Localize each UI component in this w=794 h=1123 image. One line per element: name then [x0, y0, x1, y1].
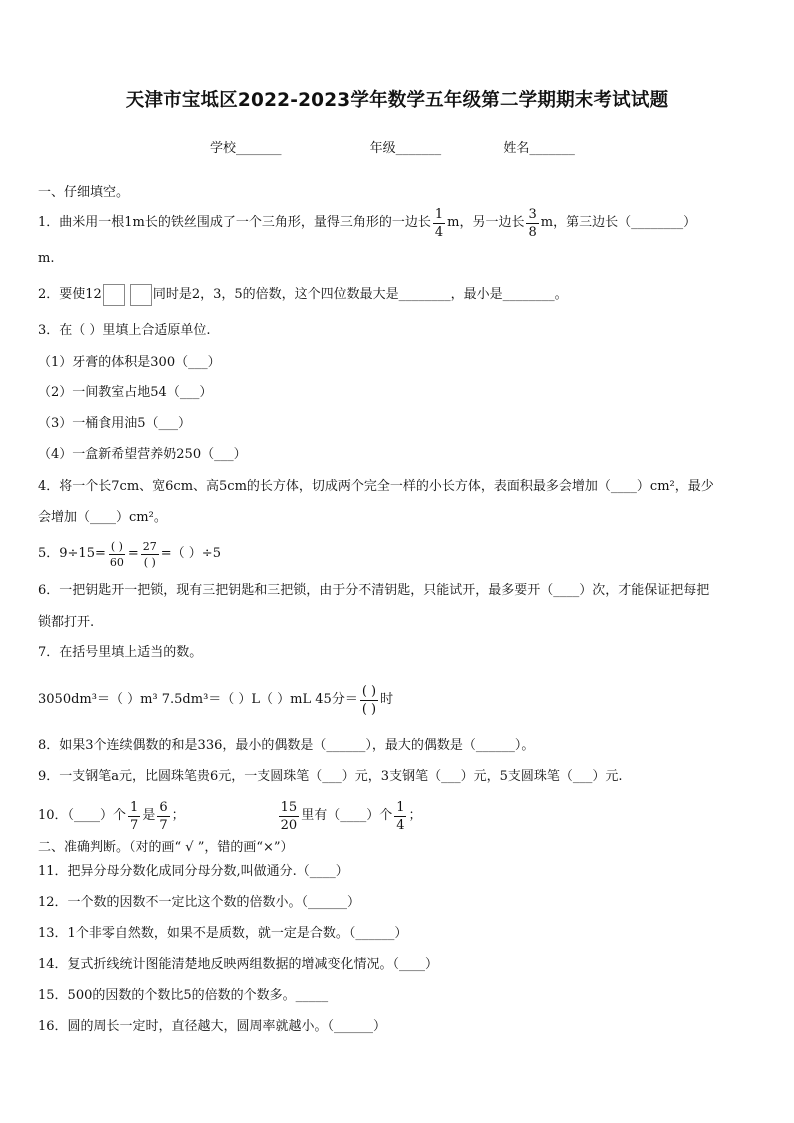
question-1: 1．曲米用一根1m长的铁丝围成了一个三角形，量得三角形的一边长 $\frac{1}{4}$ m，另一边长 $\frac{3}{8}$ m，第三边长（________） — [38, 206, 697, 240]
student-info — [210, 141, 575, 157]
question-3-1[interactable]: （1）牙膏的体积是300（___） — [38, 355, 221, 370]
question-3-2[interactable]: （2）一间教室占地54（___） — [38, 385, 213, 400]
question-3-3[interactable]: （3）一桶食用油5（___） — [38, 416, 192, 431]
fraction: $\frac{1}{4}$ — [434, 206, 444, 240]
fraction: $\frac{15}{20}$ — [280, 799, 298, 833]
question-1-cont: m. — [38, 251, 55, 266]
section-1-heading: 一、仔细填空。 — [38, 185, 130, 200]
grade-field[interactable]: 年级_______ — [369, 141, 442, 156]
question-4-line-1[interactable]: 4．将一个长7cm、宽6cm、高5cm的长方体，切成两个完全一样的小长方体，表面积最多会增加（____）cm²，最少 — [38, 479, 714, 494]
fraction: $\frac{1}{4}$ — [396, 799, 405, 833]
question-7-items: 3050dm³＝（ ）m³ 7.5dm³＝（ ）L（ ）mL 45分＝ $\frac{( )}{( )}$ 时 — [38, 683, 394, 717]
question-12[interactable]: 12．一个数的因数不一定比这个数的倍数小。（______） — [38, 895, 361, 910]
question-11[interactable]: 11．把异分母分数化成同分母分数,叫做通分.（____） — [38, 864, 349, 879]
question-14[interactable]: 14．复式折线统计图能清楚地反映两组数据的增减变化情况。（____） — [38, 957, 439, 972]
section-2-heading: 二、准确判断。（对的画“ √ ”，错的画“×”） — [38, 840, 294, 855]
name-field[interactable]: 姓名_______ — [503, 141, 575, 156]
question-3-4[interactable]: （4）一盒新希望营养奶250（___） — [38, 447, 247, 462]
question-6-line-2: 锁都打开. — [38, 615, 95, 630]
question-3: 3．在（ ）里填上合适原单位. — [38, 323, 211, 338]
digit-box[interactable] — [103, 284, 125, 306]
question-7: 7．在括号里填上适当的数。 — [38, 645, 203, 660]
question-9[interactable]: 9．一支钢笔a元，比圆珠笔贵6元，一支圆珠笔（___）元，3支钢笔（___）元，5支圆珠笔（___）元. — [38, 769, 623, 784]
question-10: 10．（____）个 $\frac{1}{7}$ 是 $\frac{6}{7}$ ； $\frac{15}{20}$ 里有（____）个 $\frac{1}{4}$ ； — [38, 799, 422, 833]
question-2: 2．要使12 同时是2，3，5的倍数，这个四位数最大是________，最小是________。 — [38, 284, 568, 306]
question-16[interactable]: 16．圆的周长一定时，直径越大，圆周率就越小。（______） — [38, 1019, 387, 1034]
question-15[interactable]: 15．500的因数的个数比5的倍数的个数多。_____ — [38, 988, 329, 1003]
question-5: 5．9÷15= $\frac{( )}{60}$ = $\frac{27}{( )}$ =（ ）÷5 — [38, 539, 221, 569]
school-field[interactable]: 学校_______ — [210, 141, 282, 156]
fraction[interactable]: $\frac{( )}{( )}$ — [361, 683, 377, 717]
question-6-line-1[interactable]: 6．一把钥匙开一把锁，现有三把钥匙和三把锁，由于分不清钥匙，只能试开，最多要开（____）次，才能保证把每把 — [38, 583, 710, 598]
fraction: $\frac{3}{8}$ — [528, 206, 537, 240]
question-13[interactable]: 13．1个非零自然数，如果不是质数，就一定是合数。（______） — [38, 926, 408, 941]
digit-box[interactable] — [130, 284, 152, 306]
question-8[interactable]: 8．如果3个连续偶数的和是336，最小的偶数是（______），最大的偶数是（______）。 — [38, 738, 535, 753]
fraction: $\frac{6}{7}$ — [159, 799, 168, 833]
fraction[interactable]: $\frac{( )}{60}$ — [109, 539, 124, 569]
page-title: 天津市宝坻区2022-2023学年数学五年级第二学期期末考试试题 — [125, 90, 669, 111]
fraction: $\frac{1}{7}$ — [130, 799, 139, 833]
answer-blank[interactable]: m，第三边长（________） — [540, 215, 697, 230]
fraction[interactable]: $\frac{27}{( )}$ — [142, 539, 157, 569]
question-4-line-2[interactable]: 会增加（____）cm²。 — [38, 510, 167, 525]
